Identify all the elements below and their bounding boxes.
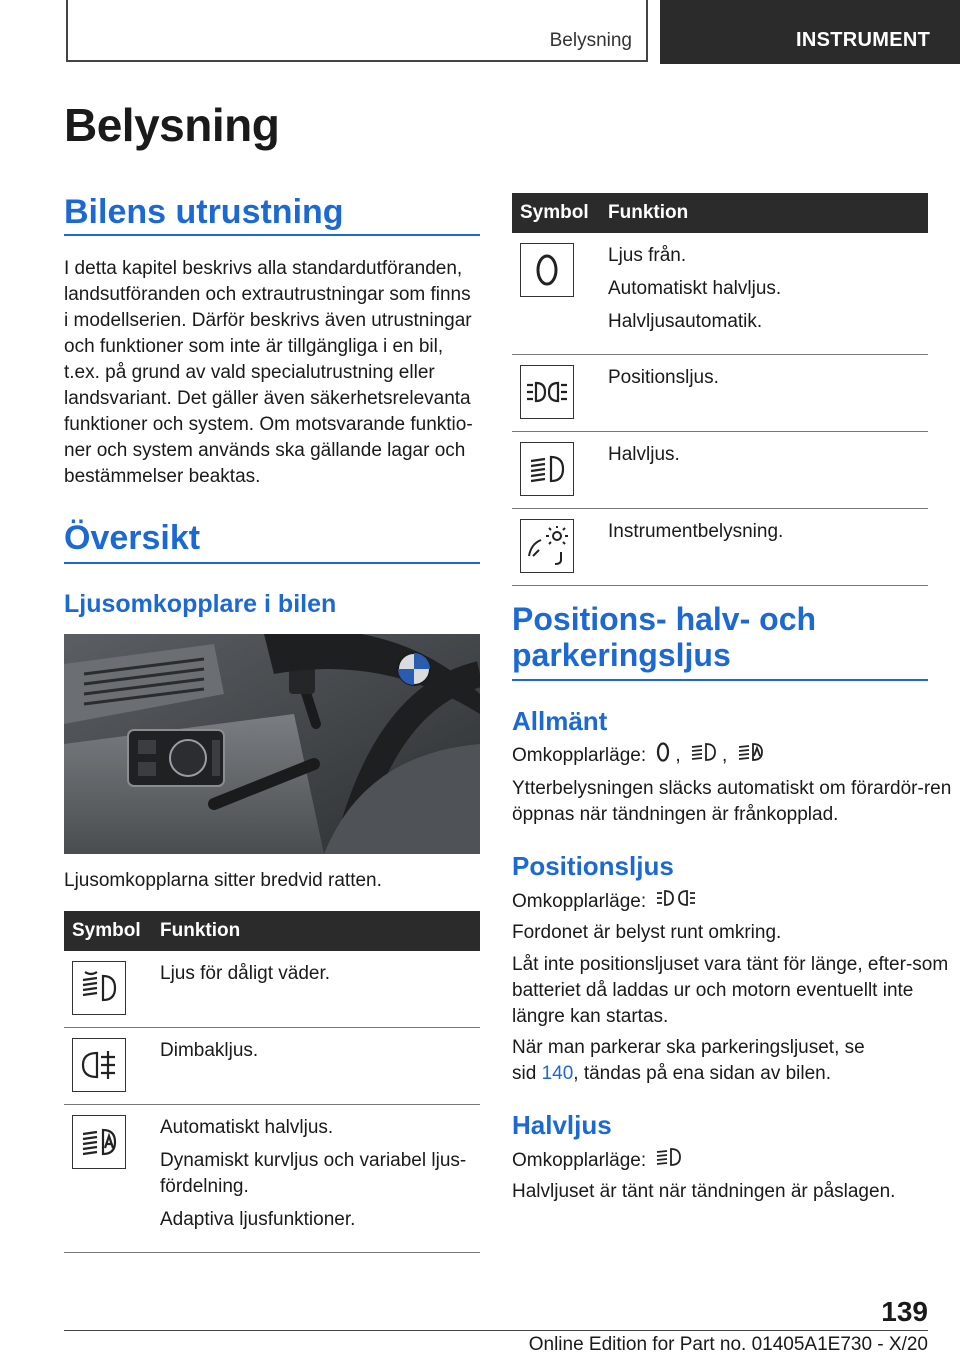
header-section-tab xyxy=(66,0,648,62)
low-beam-icon xyxy=(655,1146,683,1176)
low-beam-icon xyxy=(690,741,718,771)
position-text-3 xyxy=(512,1035,892,1087)
page-number: 139 xyxy=(881,1296,928,1327)
automatic-low-beam-icon xyxy=(72,1115,126,1169)
overview-heading: Översikt xyxy=(64,519,201,557)
low-beam-text: Halvljuset är tänt när tändningen är påslagen. xyxy=(512,1181,896,1202)
table-row xyxy=(512,432,928,509)
general-heading: Allmänt xyxy=(512,706,608,736)
footer-rule xyxy=(64,1330,928,1331)
rear-fog-light-icon xyxy=(72,1038,126,1092)
page-link[interactable]: 140 xyxy=(541,1063,574,1084)
position-light-heading: Positionsljus xyxy=(512,851,674,881)
right-symbol-table xyxy=(512,193,928,586)
position-text-3-before: När man parkerar ska parkeringsljuset, se sid xyxy=(512,1037,865,1084)
switch-label: Omkopplarläge: xyxy=(512,891,647,913)
low-beam-switch-line xyxy=(512,1146,687,1176)
table-row xyxy=(64,1028,480,1105)
lights-off-zero-icon xyxy=(655,741,671,771)
parking-light-icon xyxy=(655,887,697,917)
position-text-1: Fordonet är belyst runt omkring. xyxy=(512,922,782,943)
equipment-text: I detta kapitel beskrivs alla standardutföranden, landsutföranden och extrautrustningar som finns i modellserien. Därför beskrivs även utrustningar och funktioner som inte är tillgängliga i en bil, t.ex. på grund av vald specialutrustning eller landsvariant. Det gäller även säkerhetsrelevanta funktioner och system. Om motsvarande funktio-ner och system används ska gällande lagar och bestämmelser beaktas. xyxy=(64,258,473,487)
function-text: Positionsljus. xyxy=(608,367,719,388)
function-text: Halvljus. xyxy=(608,444,680,465)
photo-caption: Ljusomkopplarna sitter bredvid ratten. xyxy=(64,870,382,891)
bad-weather-light-icon xyxy=(72,961,126,1015)
table-row xyxy=(512,355,928,432)
lights-off-zero-icon xyxy=(520,243,574,297)
equipment-rule xyxy=(64,234,480,236)
switch-heading: Ljusomkopplare i bilen xyxy=(64,590,337,618)
left-symbol-table xyxy=(64,911,480,1253)
table-row xyxy=(64,951,480,1028)
positions-section-rule xyxy=(512,679,928,681)
light-switch-photo-illustration xyxy=(64,634,480,854)
table-row xyxy=(512,509,928,586)
function-text: Dynamiskt kurvljus och variabel ljus-fördelning. xyxy=(160,1150,467,1197)
column-header-function: Funktion xyxy=(152,911,480,951)
header-section-label: Belysning xyxy=(549,30,632,51)
overview-rule xyxy=(64,562,480,564)
table-row xyxy=(64,1105,480,1253)
function-text: Automatiskt halvljus. xyxy=(160,1117,334,1138)
column-header-symbol: Symbol xyxy=(512,193,600,233)
function-text: Ljus från. xyxy=(608,245,687,266)
separator: , xyxy=(721,745,728,767)
table-row xyxy=(512,233,928,355)
function-text: Adaptiva ljusfunktioner. xyxy=(160,1209,356,1230)
parking-light-icon xyxy=(520,365,574,419)
positions-section-heading: Positions- halv- och parkeringsljus xyxy=(512,601,817,673)
column-header-function: Funktion xyxy=(600,193,928,233)
switch-label: Omkopplarläge: xyxy=(512,1150,647,1172)
low-beam-icon xyxy=(520,442,574,496)
function-text: Dimbakljus. xyxy=(160,1040,259,1061)
separator: , xyxy=(675,745,681,767)
light-switch-photo xyxy=(64,634,480,854)
function-text: Halvljusautomatik. xyxy=(608,311,763,332)
position-text-3-after: , tändas på ena sidan av bilen. xyxy=(573,1063,832,1084)
general-switch-line xyxy=(512,741,952,771)
switch-label: Omkopplarläge: xyxy=(512,745,647,767)
equipment-heading: Bilens utrustning xyxy=(64,193,344,231)
column-header-symbol: Symbol xyxy=(64,911,152,951)
header-chapter-label: INSTRUMENT xyxy=(796,29,931,51)
position-text-2: Låt inte positionsljuset vara tänt för länge, efter-som batteriet då laddas ur och motorn eventuellt inte längre kan startas. xyxy=(512,954,949,1027)
header-chapter-tab xyxy=(660,0,960,64)
function-text: Ljus för dåligt väder. xyxy=(160,963,331,984)
edition-note: Online Edition for Part no. 01405A1E730 - X/20 xyxy=(528,1334,928,1355)
page-title: Belysning xyxy=(64,99,280,151)
automatic-low-beam-icon xyxy=(737,741,765,771)
low-beam-heading: Halvljus xyxy=(512,1110,612,1140)
function-text: Automatiskt halvljus. xyxy=(608,278,782,299)
instrument-lighting-icon xyxy=(520,519,574,573)
general-text: Ytterbelysningen släcks automatiskt om förardör-ren öppnas när tändningen är frånkopplad. xyxy=(512,778,952,825)
function-text: Instrumentbelysning. xyxy=(608,521,784,542)
position-switch-line xyxy=(512,887,701,917)
